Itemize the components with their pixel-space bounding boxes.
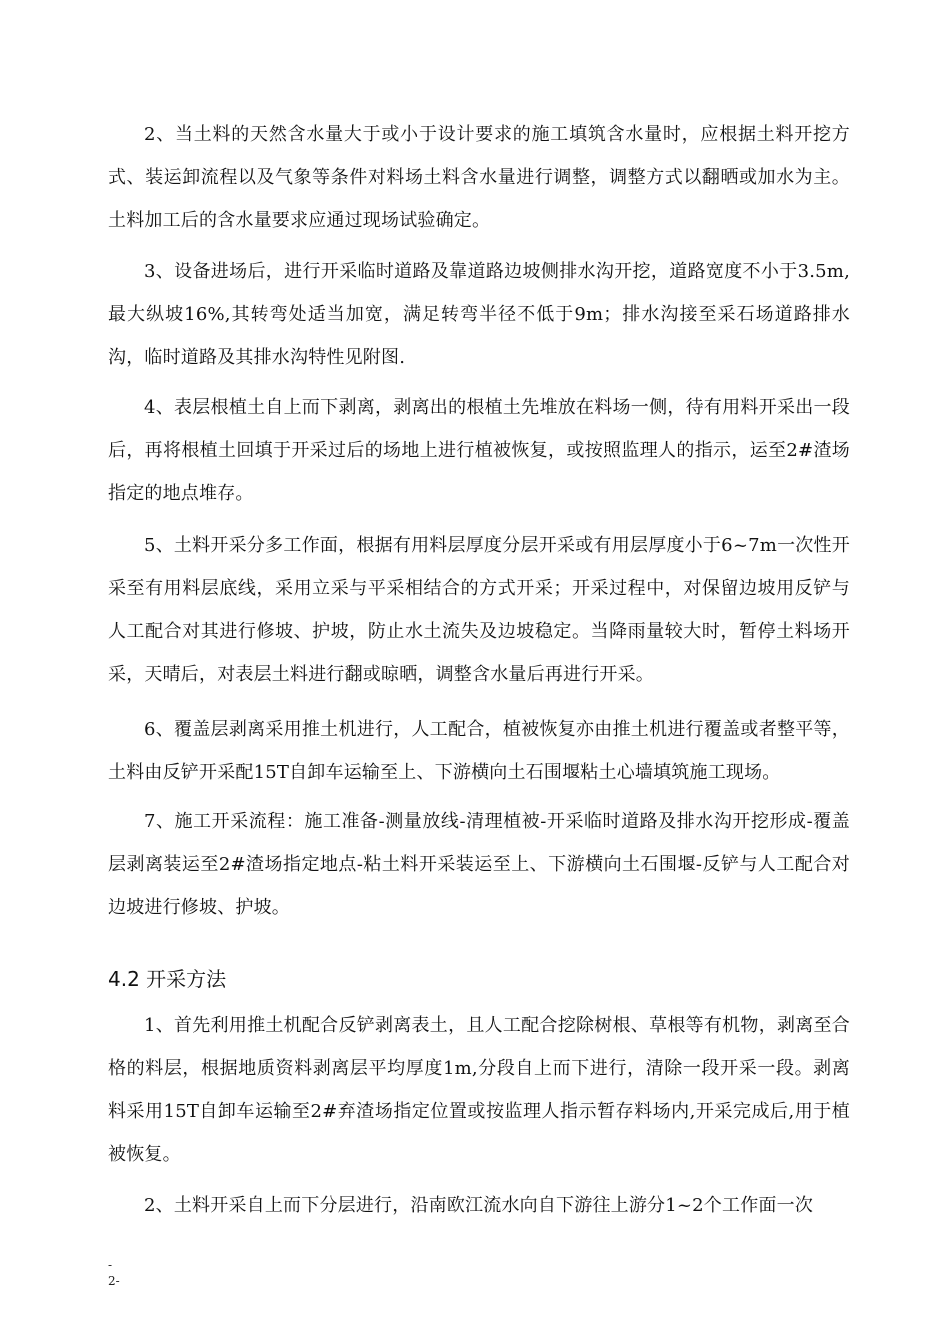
section-paragraph-1: 1、首先利用推土机配合反铲剥离表土，且人工配合挖除树根、草根等有机物，剥离至合格的料层，根据地质资料剥离层平均厚度1m,分段自上而下进行，清除一段开采一段。剥离料采用15T自卸车运输至2#弃渣场指定位置或按监理人指示暂存料场内,开采完成后,用于植被恢复。 [108, 1015, 850, 1165]
paragraph-item-4: 4、表层根植土自上而下剥离，剥离出的根植土先堆放在料场一侧，待有用料开采出一段后，再将根植土回填于开采过后的场地上进行植被恢复，或按照监理人的指示，运至2#渣场指定的地点堆存。 [108, 397, 850, 504]
paragraph-item-5: 5、土料开采分多工作面，根据有用料层厚度分层开采或有用层厚度小于6~7m一次性开采至有用料层底线，采用立采与平采相结合的方式开采；开采过程中，对保留边坡用反铲与人工配合对其进行修坡、护坡，防止水土流失及边坡稳定。当降雨量较大时，暂停土料场开采，天晴后，对表层土料进行翻或晾晒，调整含水量后再进行开采。 [108, 535, 850, 685]
paragraph-item-2: 2、当土料的天然含水量大于或小于设计要求的施工填筑含水量时，应根据土料开挖方式、装运卸流程以及气象等条件对料场土料含水量进行调整，调整方式以翻晒或加水为主。土料加工后的含水量要求应通过现场试验确定。 [108, 124, 850, 231]
footer-dash: - [108, 1258, 113, 1272]
paragraph-item-6: 6、覆盖层剥离采用推土机进行，人工配合，植被恢复亦由推土机进行覆盖或者整平等，土料由反铲开采配15T自卸车运输至上、下游横向土石围堰粘土心墙填筑施工现场。 [108, 719, 850, 783]
section-paragraph-2: 2、土料开采自上而下分层进行，沿南欧江流水向自下游往上游分1~2个工作面一次 [144, 1195, 814, 1216]
page-number: 2- [108, 1274, 120, 1288]
paragraph-item-3: 3、设备进场后，进行开采临时道路及靠道路边坡侧排水沟开挖，道路宽度不小于3.5m,最大纵坡16%,其转弯处适当加宽，满足转弯半径不低于9m；排水沟接至采石场道路排水沟，临时道路及其排水沟特性见附图. [108, 261, 850, 368]
section-heading: 4.2 开采方法 [108, 967, 227, 991]
paragraph-item-7: 7、施工开采流程：施工准备-测量放线-清理植被-开采临时道路及排水沟开挖形成-覆盖层剥离装运至2#渣场指定地点-粘土料开采装运至上、下游横向土石围堰-反铲与人工配合对边坡进行修坡、护坡。 [108, 811, 850, 918]
